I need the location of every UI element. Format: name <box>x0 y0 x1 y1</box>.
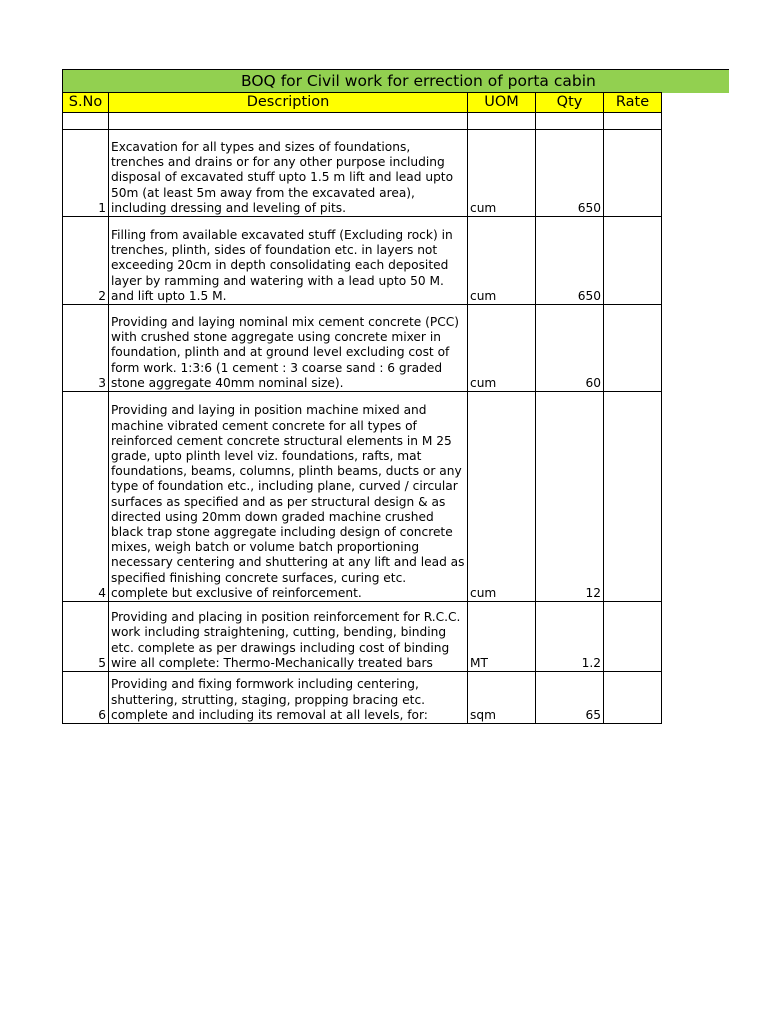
header-qty: Qty <box>536 93 604 113</box>
blank-cell <box>109 113 468 130</box>
header-rate: Rate <box>604 93 662 113</box>
header-uom: UOM <box>468 93 536 113</box>
header-description: Description <box>109 93 468 113</box>
blank-cell <box>63 113 109 130</box>
row-sno: 6 <box>63 672 109 724</box>
row-uom: cum <box>468 305 536 392</box>
row-rate <box>604 392 662 602</box>
row-qty: 12 <box>536 392 604 602</box>
row-uom: cum <box>468 392 536 602</box>
row-description: Providing and placing in position reinforcement for R.C.C. work including straightening, cutting, bending, binding etc. complete as per drawings including cost of binding wire all complete: Thermo-Mechanically treated bars <box>109 602 468 672</box>
table-row <box>63 602 662 672</box>
row-description: Providing and laying in position machine mixed and machine vibrated cement concrete for all types of reinforced cement concrete structural elements in M 25 grade, upto plinth level viz. foundations, rafts, mat foundations, beams, columns, plinth beams, ducts or any type of foundation etc., including plane, curved / circular surfaces as specified and as per structural design & as directed using 20mm down graded machine crushed black trap stone aggregate including design of concrete mixes, weigh batch or volume batch proportioning necessary centering and shuttering at any lift and lead as specified finishing concrete surfaces, curing etc. complete but exclusive of reinforcement. <box>109 392 468 602</box>
row-rate <box>604 602 662 672</box>
table-row <box>63 392 662 602</box>
row-uom: MT <box>468 602 536 672</box>
table-row <box>63 130 662 217</box>
row-sno: 5 <box>63 602 109 672</box>
blank-cell <box>468 113 536 130</box>
title-bar <box>62 69 729 93</box>
header-sno: S.No <box>63 93 109 113</box>
boq-table <box>62 92 662 724</box>
row-uom: cum <box>468 217 536 305</box>
sheet-title: BOQ for Civil work for errection of porta cabin <box>241 72 596 90</box>
blank-cell <box>536 113 604 130</box>
row-qty: 65 <box>536 672 604 724</box>
row-qty: 650 <box>536 130 604 217</box>
table-row <box>63 305 662 392</box>
row-uom: cum <box>468 130 536 217</box>
row-uom: sqm <box>468 672 536 724</box>
row-sno: 4 <box>63 392 109 602</box>
row-description: Providing and laying nominal mix cement concrete (PCC) with crushed stone aggregate using concrete mixer in foundation, plinth and at ground level excluding cost of form work. 1:3:6 (1 cement : 3 coarse sand : 6 graded stone aggregate 40mm nominal size). <box>109 305 468 392</box>
row-description: Excavation for all types and sizes of foundations, trenches and drains or for any other purpose including disposal of excavated stuff upto 1.5 m lift and lead upto 50m (at least 5m away from the excavated area), including dressing and leveling of pits. <box>109 130 468 217</box>
row-rate <box>604 672 662 724</box>
table-row <box>63 672 662 724</box>
row-description: Filling from available excavated stuff (Excluding rock) in trenches, plinth, sides of foundation etc. in layers not exceeding 20cm in depth consolidating each deposited layer by ramming and watering with a lead upto 50 M. and lift upto 1.5 M. <box>109 217 468 305</box>
row-sno: 2 <box>63 217 109 305</box>
table-row <box>63 217 662 305</box>
row-rate <box>604 217 662 305</box>
row-rate <box>604 305 662 392</box>
header-row <box>63 93 662 113</box>
blank-cell <box>604 113 662 130</box>
row-sno: 1 <box>63 130 109 217</box>
row-sno: 3 <box>63 305 109 392</box>
row-description: Providing and fixing formwork including centering, shuttering, strutting, staging, propping bracing etc. complete and including its removal at all levels, for: <box>109 672 468 724</box>
row-qty: 60 <box>536 305 604 392</box>
row-qty: 650 <box>536 217 604 305</box>
row-qty: 1.2 <box>536 602 604 672</box>
blank-row <box>63 113 662 130</box>
row-rate <box>604 130 662 217</box>
